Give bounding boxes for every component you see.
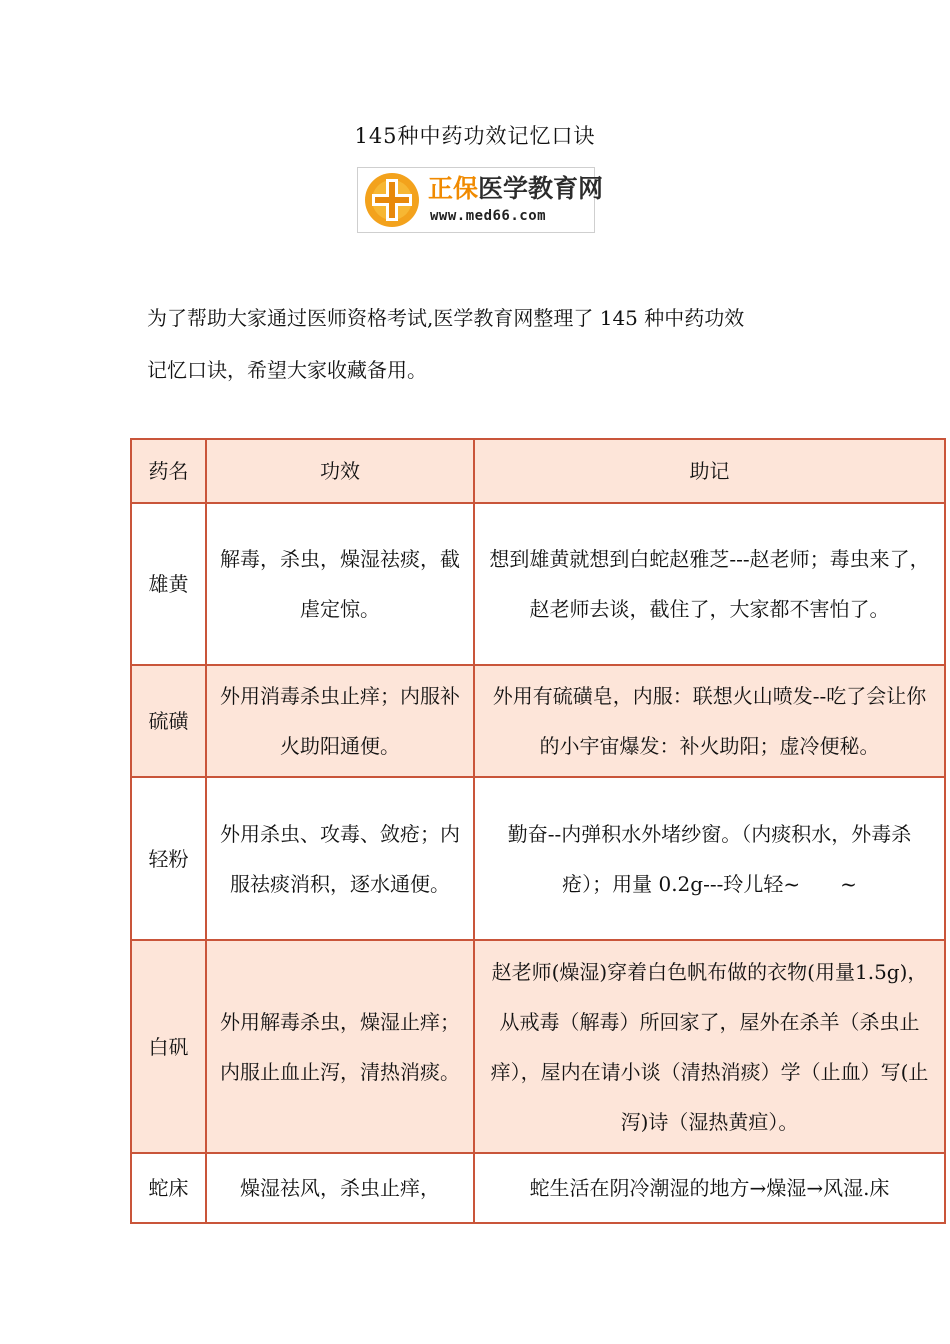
herb-name: 蛇床 — [131, 1153, 206, 1223]
herb-mnemonic: 赵老师(燥湿)穿着白色帆布做的衣物(用量1.5g)，从戒毒（解毒）所回家了，屋外在杀羊（杀虫止痒），屋内在请小谈（清热消痰）学（止血）写(止泻)诗（湿热黄疸）。 — [474, 940, 945, 1153]
logo-url: www.med66.com — [430, 208, 547, 224]
header-mnemonic: 助记 — [474, 439, 945, 503]
herb-effect: 外用消毒杀虫止痒；内服补火助阳通便。 — [206, 665, 474, 777]
herb-mnemonic: 蛇生活在阴冷潮湿的地方→燥湿→风湿.床 — [474, 1153, 945, 1223]
herb-effect: 解毒，杀虫，燥湿祛痰，截虐定惊。 — [206, 503, 474, 665]
intro-line-1: 为了帮助大家通过医师资格考试,医学教育网整理了 145 种中药功效 — [147, 306, 745, 330]
herb-table — [130, 438, 946, 1224]
table-row — [131, 1153, 945, 1223]
herb-mnemonic: 勤奋--内弹积水外堵纱窗。（内痰积水，外毒杀疮）；用量 0.2g---玲儿轻~ ~ — [474, 777, 945, 940]
herb-mnemonic: 想到雄黄就想到白蛇赵雅芝---赵老师；毒虫来了，赵老师去谈，截住了，大家都不害怕了。 — [474, 503, 945, 665]
herb-name: 轻粉 — [131, 777, 206, 940]
logo-cross-icon — [362, 171, 422, 229]
herb-name: 硫磺 — [131, 665, 206, 777]
table-row — [131, 503, 945, 665]
header-name: 药名 — [131, 439, 206, 503]
herb-effect: 外用解毒杀虫，燥湿止痒；内服止血止泻，清热消痰。 — [206, 940, 474, 1153]
table-row — [131, 777, 945, 940]
herb-effect: 外用杀虫、攻毒、敛疮；内服祛痰消积，逐水通便。 — [206, 777, 474, 940]
intro-paragraph — [147, 292, 847, 396]
table-header-row — [131, 439, 945, 503]
herb-name: 白矾 — [131, 940, 206, 1153]
header-effect: 功效 — [206, 439, 474, 503]
intro-line-2: 记忆口诀，希望大家收藏备用。 — [147, 358, 427, 382]
brand-logo — [357, 167, 604, 233]
herb-effect: 燥湿祛风，杀虫止痒， — [206, 1153, 474, 1223]
table-row — [131, 940, 945, 1153]
herb-name: 雄黄 — [131, 503, 206, 665]
logo-brand-text: 正保医学教育网 — [428, 174, 604, 203]
herb-mnemonic: 外用有硫磺皂，内服：联想火山喷发--吃了会让你的小宇宙爆发：补火助阳；虚冷便秘。 — [474, 665, 945, 777]
page-title: 145种中药功效记忆口诀 — [354, 124, 596, 148]
table-row — [131, 665, 945, 777]
